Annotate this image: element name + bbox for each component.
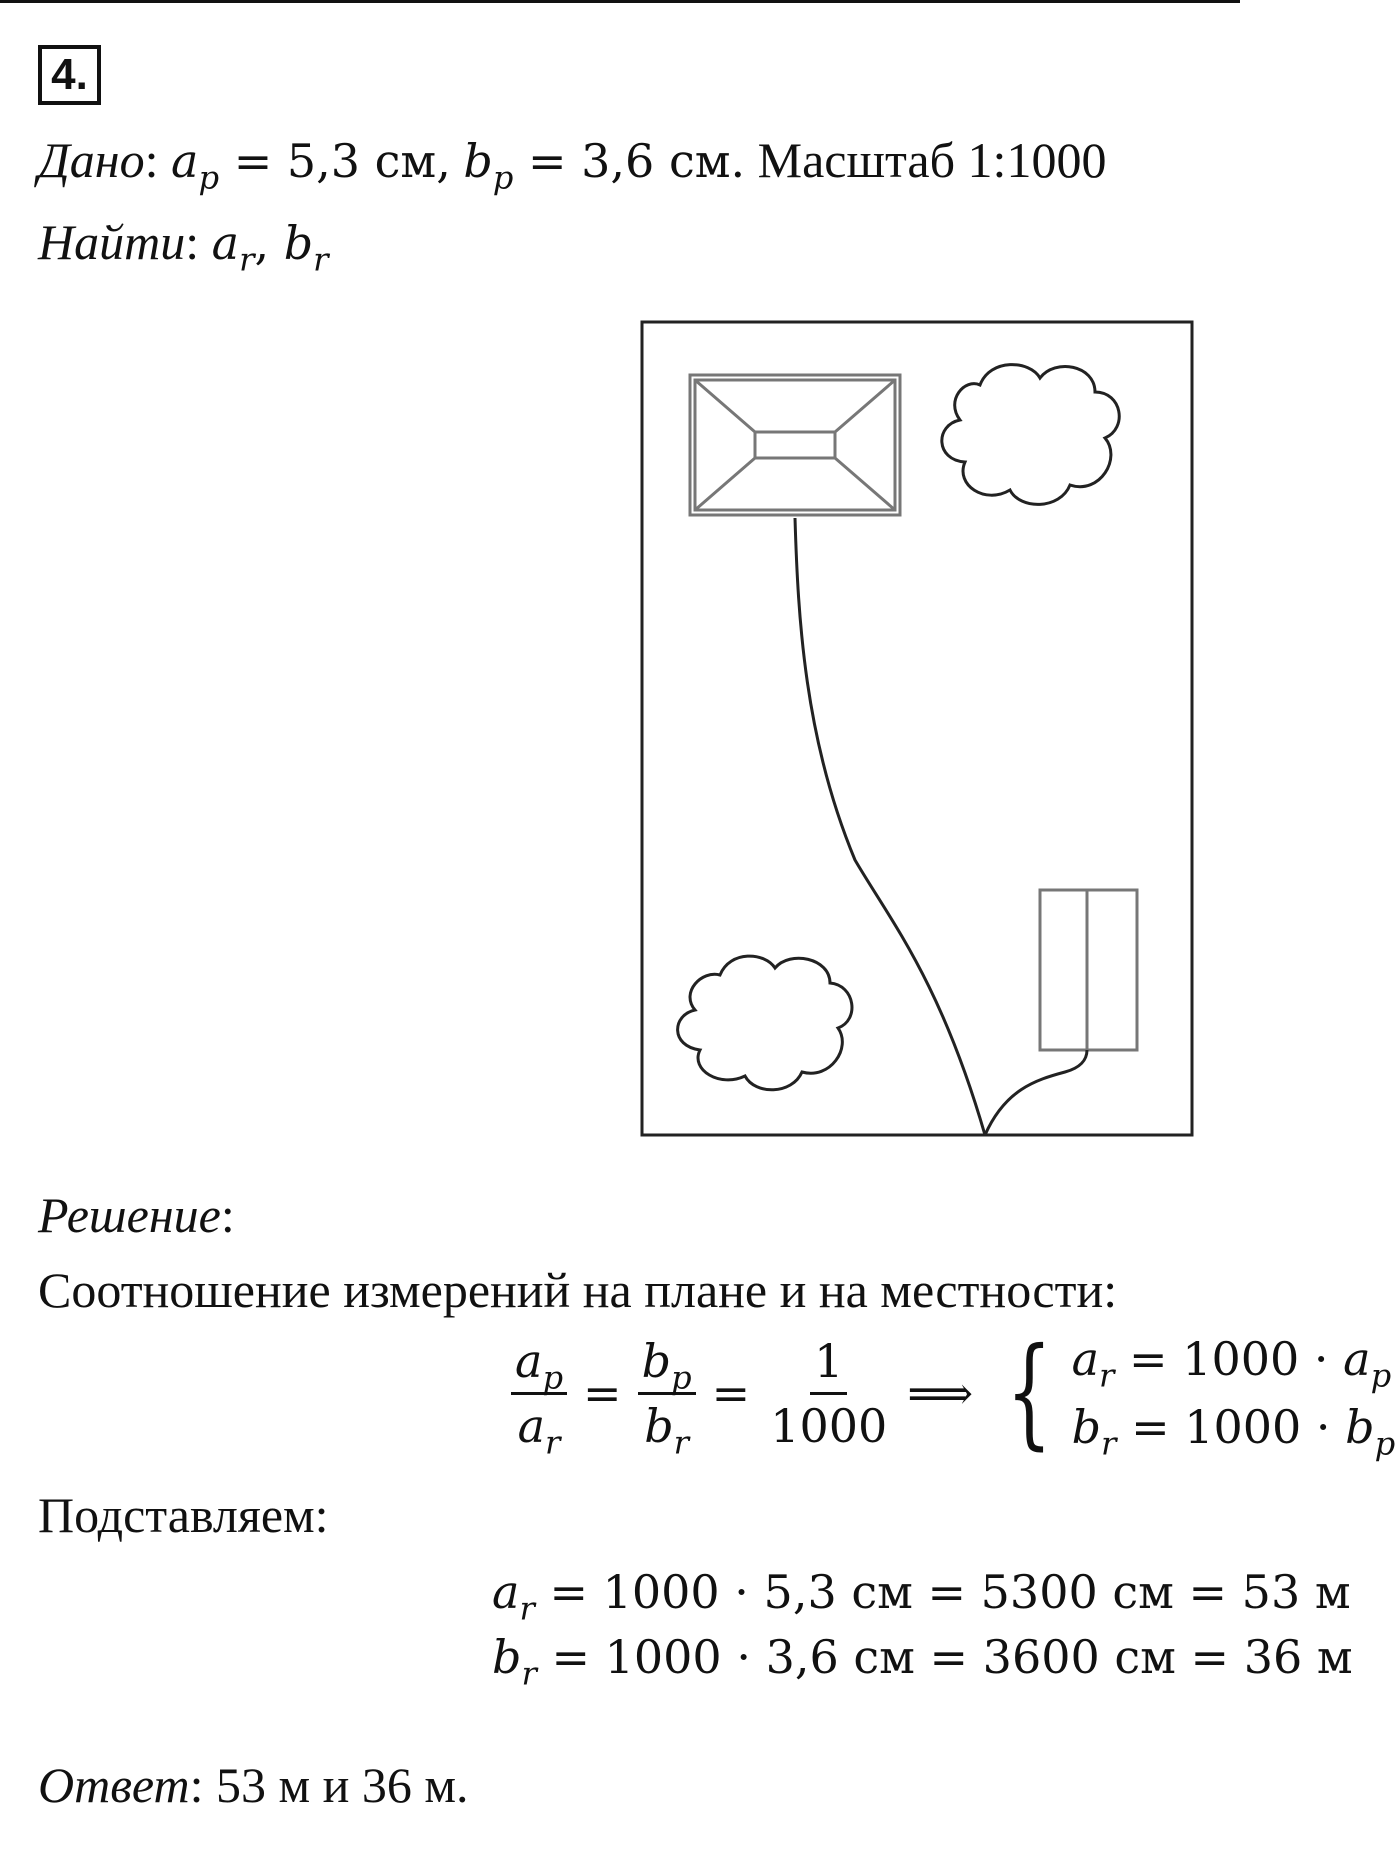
answer-line: [38, 1755, 469, 1815]
implies-arrow: ⟹: [907, 1366, 974, 1420]
tree-bottom-icon: [678, 956, 852, 1090]
shed-icon: [1040, 890, 1137, 1050]
ratio-text: Соотношение измерений на плане и на местности:: [38, 1262, 1118, 1318]
system-of-equations: [1072, 1325, 1396, 1461]
fraction-b: $\frac{b_p}{b_r}$: [638, 1332, 696, 1455]
top-rule: [0, 0, 1240, 3]
calc-b: $b_r = 1000 \cdot 3,6$ см = 3600 см = 36 м: [492, 1630, 1353, 1693]
tree-top-icon: [942, 365, 1119, 505]
system-brace: {: [1006, 1323, 1053, 1462]
solution-label: Решение:: [38, 1187, 235, 1243]
answer-value: : 53 м и 36 м.: [189, 1757, 469, 1813]
given-line: Дано: $a_p = 5,3$ см, $b_p = 3,6$ см. Масштаб 1:1000: [38, 132, 1107, 197]
given-b: $b_p = 3,6$ см.: [463, 134, 746, 197]
site-plan-drawing: [640, 320, 1200, 1140]
given-a: $a_p = 5,3$ см,: [171, 134, 451, 197]
fraction-a: $\frac{a_p}{a_r}$: [511, 1332, 567, 1455]
house-roof-icon: [690, 375, 900, 515]
given-scale: Масштаб 1:1000: [757, 132, 1107, 188]
answer-label: Ответ: [38, 1757, 190, 1813]
given-label: Дано: [38, 132, 145, 188]
fraction-scale: $\frac{1}{1000}$: [770, 1333, 888, 1453]
problem-number: 4.: [38, 45, 101, 105]
find-line: Найти: $a_r$, $b_r$: [38, 214, 329, 279]
find-label: Найти: [38, 214, 186, 270]
system-eq-a: $a_r = 1000 \cdot a_p$: [1071, 1332, 1392, 1395]
main-path-line: [795, 518, 985, 1135]
find-vars: $a_r$, $b_r$: [211, 216, 329, 279]
substitute-text: Подставляем:: [38, 1487, 329, 1543]
calc-a: $a_r = 1000 \cdot 5,3$ см = 5300 см = 53 м: [492, 1565, 1351, 1628]
shed-path-line: [985, 1050, 1087, 1135]
system-eq-b: $b_r = 1000 \cdot b_p$: [1071, 1400, 1396, 1463]
ratio-equation: $\frac{a_p}{a_r}$ = $\frac{b_p}{b_r}$ = $\frac{1}{1000}$ ⟹ { $a_r = 1000 \cdot a_p$ $b_r = 1000 \cdot b_p$: [505, 1325, 1395, 1461]
